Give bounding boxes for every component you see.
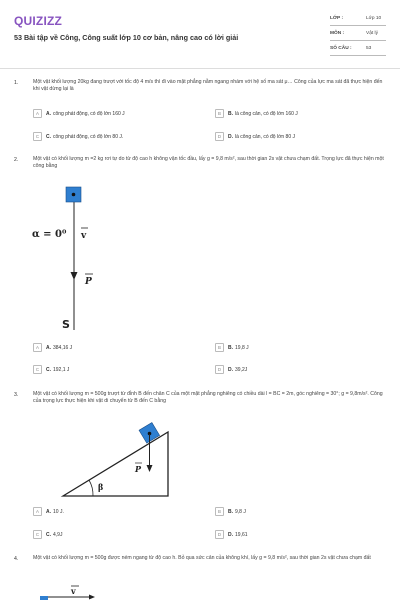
velocity-label: v [71,586,76,596]
option-b[interactable] [215,343,249,352]
option-text: 10 J. [53,508,64,515]
arrow-head-icon [71,272,78,280]
question-text: Một vật có khối lượng m = 500g trượt từ đỉnh B đến chân C của một mặt phẳng nghiêng có chiều dài l = BC = 2m, góc nghiêng = 30°; g = 9,8m/s². Công của trọng lực thực hiện khi vật di chuyển từ B đến C bằng [33,391,383,404]
displacement-label: S [62,318,70,331]
option-letter: A [33,109,42,118]
option-d[interactable] [215,365,247,374]
option-b[interactable] [215,507,246,516]
lop-label: LỚP : [330,16,344,21]
option-text: công phát động, có độ lớn 160 J [53,110,125,117]
option-key: A. [46,110,51,117]
option-letter: C [33,530,42,539]
option-b[interactable] [215,109,298,118]
option-letter: D [215,530,224,539]
lop-value: Lớp 10 [366,16,382,21]
option-letter: D [215,365,224,374]
arrow-head-icon [89,595,95,600]
option-letter: A [33,507,42,516]
question-number: 2. [14,157,19,163]
option-text: 9,8 J [235,508,246,515]
option-text: là công cản, có độ lớn 80 J [235,133,295,140]
option-letter: C [33,365,42,374]
option-key: D. [228,531,233,538]
option-text: 384,16 J [53,344,73,351]
option-text: 39,2J [235,366,248,373]
option-text: 192,1 J [53,366,70,373]
question-text: Một vật khối lượng 20kg đang trượt với tốc độ 4 m/s thì đi vào mặt phẳng nằm ngang nhám với hệ số ma sát μ… Công của lực ma sát đã thực hiện đến khi vật dừng lại là [33,79,383,92]
option-text: là công cản, có độ lớn 160 J [235,110,298,117]
option-text: 19,8 J [235,344,249,351]
meta-divider [330,55,386,56]
option-key: A. [46,508,51,515]
socau-label: SỐ CÂU : [330,46,352,51]
header-separator [0,68,400,69]
question-number: 1. [14,80,19,86]
option-key: B. [228,344,233,351]
option-letter: B [215,507,224,516]
option-c[interactable] [33,365,69,374]
option-d[interactable] [215,530,248,539]
page-title: 53 Bài tập về Công, Công suất lớp 10 cơ bản, nâng cao có lời giải [14,33,239,42]
incline-wedge [63,432,168,496]
projectile-block [40,596,48,600]
question-text: Một vật có khối lượng m =2 kg rơi tự do từ độ cao h không vận tốc đầu, lấy g = 9,8 m/s², sau thời gian 2s vật chưa chạm đất. Trọng lực đã thực hiện một công bằng [33,156,384,169]
mon-label: MÔN : [330,31,345,36]
option-text: công phát động, có độ lớn 80 J. [53,133,124,140]
option-letter: B [215,343,224,352]
alpha-label: α = 0⁰ [32,229,67,240]
option-key: D. [228,133,233,140]
option-a[interactable] [33,109,125,118]
option-letter: B [215,109,224,118]
option-text: 4,9J [53,531,63,538]
weight-label: P [135,464,142,474]
option-letter: A [33,343,42,352]
beta-label: β [98,482,104,492]
free-fall-diagram [28,180,108,340]
option-key: A. [46,344,51,351]
meta-divider [330,25,386,26]
question-number: 3. [14,392,19,398]
option-a[interactable] [33,507,64,516]
option-c[interactable] [33,132,123,141]
option-key: D. [228,366,233,373]
option-text: 19,61 [235,531,248,538]
option-letter: D [215,132,224,141]
quizizz-logo: QUIZIZZ [14,14,63,28]
option-key: B. [228,110,233,117]
socau-value: 53 [366,46,372,51]
meta-divider [330,40,386,41]
block-center-dot [72,193,76,197]
question-text: Một vật có khối lượng m = 500g được ném ngang từ độ cao h. Bỏ qua sức cản của không khí, lấy g = 9,8 m/s², sau thời gian 2s vật chưa chạm đất [33,555,371,561]
inclined-plane-diagram [60,414,175,499]
weight-label: P [85,277,92,287]
option-c[interactable] [33,530,62,539]
option-key: B. [228,508,233,515]
option-letter: C [33,132,42,141]
option-d[interactable] [215,132,295,141]
option-key: C. [46,133,51,140]
option-a[interactable] [33,343,72,352]
option-key: C. [46,531,51,538]
mon-value: Vật lý [366,31,378,36]
velocity-label: v [81,231,87,241]
option-key: C. [46,366,51,373]
question-number: 4. [14,556,19,562]
projectile-diagram [40,583,100,600]
